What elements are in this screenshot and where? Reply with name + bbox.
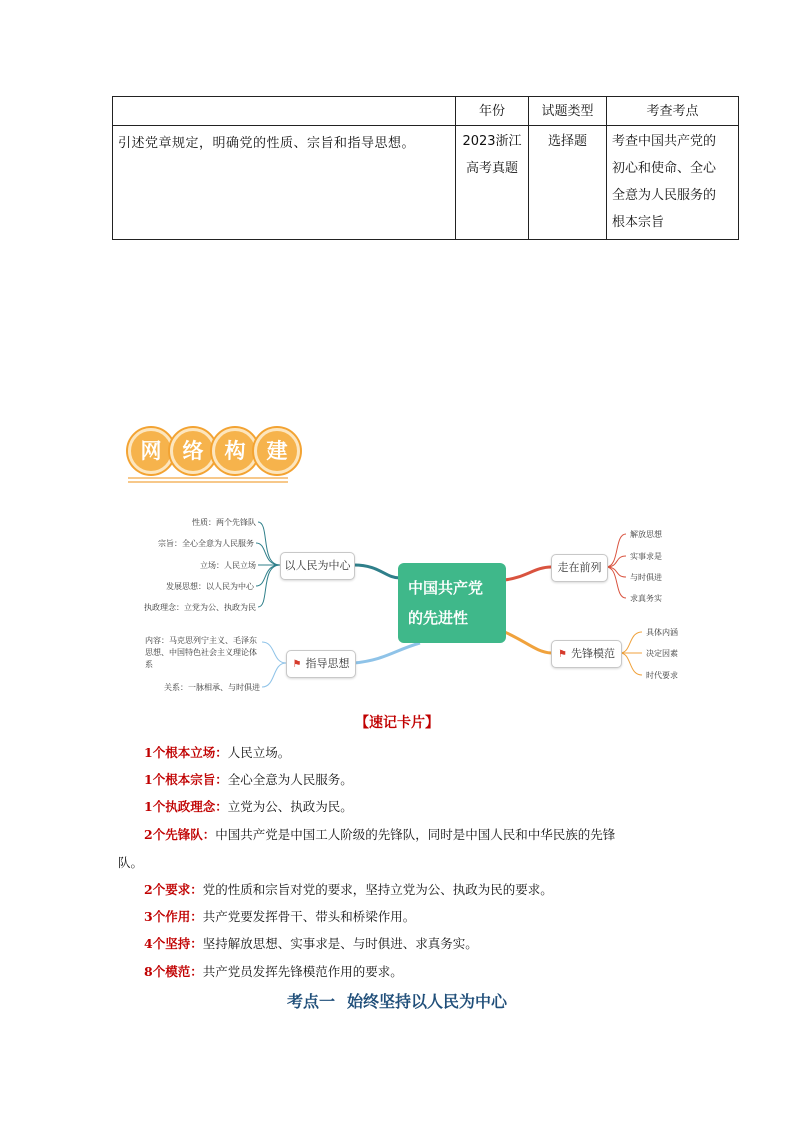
center-line: 的先进性 (408, 609, 469, 627)
leaf-front: 实事求是 (630, 552, 662, 561)
branch-guide-label: 指导思想 (305, 657, 350, 670)
question-point (607, 126, 739, 240)
card-item-key: 2个先锋队： (144, 827, 216, 842)
banner-underline (128, 477, 288, 479)
header-year: 年份 (456, 97, 529, 126)
header-type: 试题类型 (529, 97, 607, 126)
card-item-key: 3个作用： (144, 909, 203, 924)
card-item (144, 934, 478, 952)
banner-char: 网 (128, 428, 174, 474)
leaf-people: 发展思想：以人民为中心 (166, 582, 254, 591)
point-line: 初心和使命、全心 (612, 161, 717, 176)
network-banner (124, 428, 294, 488)
branch-model-label: 先锋模范 (570, 647, 615, 660)
leaf-people: 立场：人民立场 (200, 561, 256, 570)
card-item-key: 4个坚持： (144, 936, 203, 951)
point-line: 根本宗旨 (612, 215, 665, 230)
exam-table (112, 96, 739, 240)
leaf-guide: 内容：马克思列宁主义、毛泽东思想、中国特色社会主义理论体系 (145, 636, 257, 669)
section-heading: 始终坚持以人民为中心 (347, 992, 508, 1011)
mindmap-center-node (398, 563, 506, 643)
leaf-people: 性质：两个先锋队 (192, 518, 256, 527)
card-item (144, 770, 353, 788)
year-line: 2023浙江 (462, 134, 522, 149)
card-item-text: 全心全意为人民服务。 (227, 772, 353, 787)
card-item-text: 中国共产党是中国工人阶级的先锋队，同时是中国人民和中华民族的先锋 (215, 827, 616, 842)
question-description: 引述党章规定，明确党的性质、宗旨和指导思想。 (113, 126, 456, 240)
card-item-key: 1个根本立场： (144, 745, 228, 760)
card-item (144, 797, 353, 815)
leaf-model: 决定因素 (646, 649, 678, 658)
banner-char: 构 (212, 428, 258, 474)
center-line: 中国共产党 (408, 579, 484, 597)
leaf-front: 与时俱进 (630, 573, 662, 582)
leaf-front: 求真务实 (630, 594, 662, 603)
banner-char: 建 (254, 428, 300, 474)
point-line: 考查中国共产党的 (612, 134, 717, 149)
branch-model (551, 640, 622, 668)
point-line: 全意为人民服务的 (612, 188, 717, 203)
card-item (144, 743, 290, 761)
card-item (144, 962, 403, 980)
table-header-row (113, 97, 739, 126)
card-item-text: 立党为公、执政为民。 (227, 799, 353, 814)
card-item-key: 1个根本宗旨： (144, 772, 228, 787)
branch-guide (286, 650, 356, 678)
card-item (144, 880, 553, 898)
leaf-front: 解放思想 (630, 530, 662, 539)
card-item (144, 825, 615, 843)
leaf-model: 具体内涵 (646, 628, 678, 637)
banner-underline (128, 481, 288, 483)
leaf-model: 时代要求 (646, 671, 678, 680)
header-cell-blank (113, 97, 456, 126)
question-type: 选择题 (529, 126, 607, 240)
year-line: 高考真题 (465, 161, 518, 176)
card-item-text: 人民立场。 (227, 745, 291, 760)
header-point: 考查考点 (607, 97, 739, 126)
card-item-key: 1个执政理念： (144, 799, 228, 814)
card-item-key: 2个要求： (144, 882, 203, 897)
card-item-text: 共产党员发挥先锋模范作用的要求。 (202, 964, 403, 979)
leaf-people: 宗旨：全心全意为人民服务 (158, 539, 254, 548)
branch-people: 以人民为中心 (280, 552, 355, 580)
branch-front: 走在前列 (551, 554, 608, 582)
section-label: 考点一 (286, 992, 335, 1011)
flag-icon: ⚑ (292, 659, 302, 670)
card-item-text: 党的性质和宗旨对党的要求，坚持立党为公、执政为民的要求。 (202, 882, 553, 897)
leaf-guide: 关系：一脉相承、与时俱进 (164, 683, 260, 692)
question-year (456, 126, 529, 240)
section-title (0, 989, 794, 1012)
card-item (144, 907, 415, 925)
card-item-text: 共产党要发挥骨干、带头和桥梁作用。 (202, 909, 416, 924)
card-item-continued: 队。 (118, 855, 144, 870)
table-row (113, 126, 739, 240)
banner-char: 络 (170, 428, 216, 474)
card-item-key: 8个模范： (144, 964, 203, 979)
card-title: 【速记卡片】 (355, 715, 439, 731)
leaf-people: 执政理念：立党为公、执政为民 (144, 603, 256, 612)
card-item-text: 坚持解放思想、实事求是、与时俱进、求真务实。 (202, 936, 478, 951)
flag-icon: ⚑ (558, 649, 567, 660)
